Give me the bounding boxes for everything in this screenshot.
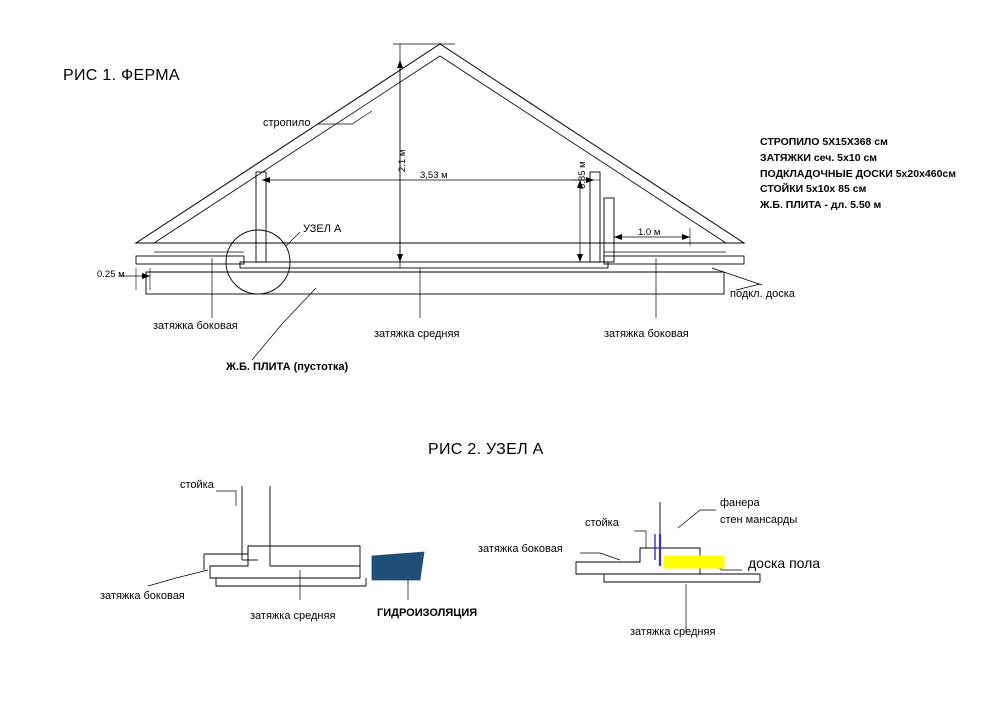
fig2-right-tie-side-label: затяжка боковая xyxy=(478,543,563,555)
fig2-left-tie-middle-label: затяжка средняя xyxy=(250,610,336,622)
rafter-label: стропило xyxy=(263,117,311,129)
dim-right: 1.0 м xyxy=(638,227,661,238)
spec-line-1: СТРОПИЛО 5Х15Х368 см xyxy=(760,136,888,148)
spec-line-5: Ж.Б. ПЛИТА - дл. 5.50 м xyxy=(760,199,882,211)
node-a-label: УЗЕЛ А xyxy=(303,223,342,235)
fig2-left-post-label: стойка xyxy=(180,479,214,491)
spec-block xyxy=(760,135,956,214)
dim-mid: 0.85 м xyxy=(577,161,588,189)
fig2-left-tie-side-label: затяжка боковая xyxy=(100,590,185,602)
slab-label: Ж.Б. ПЛИТА (пустотка) xyxy=(226,361,349,373)
underboard-label: подкл. доска xyxy=(730,288,795,300)
tie-side-left-label: затяжка боковая xyxy=(153,320,238,332)
fig2-title: РИС 2. УЗЕЛ А xyxy=(428,441,544,458)
tie-side-right-label: затяжка боковая xyxy=(604,328,689,340)
floor-board-label: доска пола xyxy=(748,555,821,571)
dim-height: 2.1 м xyxy=(397,149,408,172)
fig2-right-tie-middle-label: затяжка средняя xyxy=(630,626,716,638)
dim-left: 0.25 м xyxy=(97,269,125,280)
colored-elements xyxy=(372,534,724,580)
spec-line-2: ЗАТЯЖКИ сеч. 5х10 см xyxy=(760,151,878,164)
waterproofing-label: ГИДРОИЗОЛЯЦИЯ xyxy=(377,607,478,619)
fig1-title: РИС 1. ФЕРМА xyxy=(63,67,180,84)
floor-board-fill xyxy=(664,556,724,568)
tie-middle-label: затяжка средняя xyxy=(374,328,460,340)
plywood-label-line2: стен мансарды xyxy=(720,514,798,526)
fig2-right-post-label: стойка xyxy=(585,517,619,529)
plywood-label-line1: фанера xyxy=(720,497,760,509)
waterproofing-fill xyxy=(372,552,424,580)
spec-line-4: СТОЙКИ 5х10х 85 см xyxy=(760,183,867,196)
dim-span: 3,53 м xyxy=(420,170,448,181)
spec-line-3: ПОДКЛАДОЧНЫЕ ДОСКИ 5x20х460см xyxy=(760,167,957,180)
